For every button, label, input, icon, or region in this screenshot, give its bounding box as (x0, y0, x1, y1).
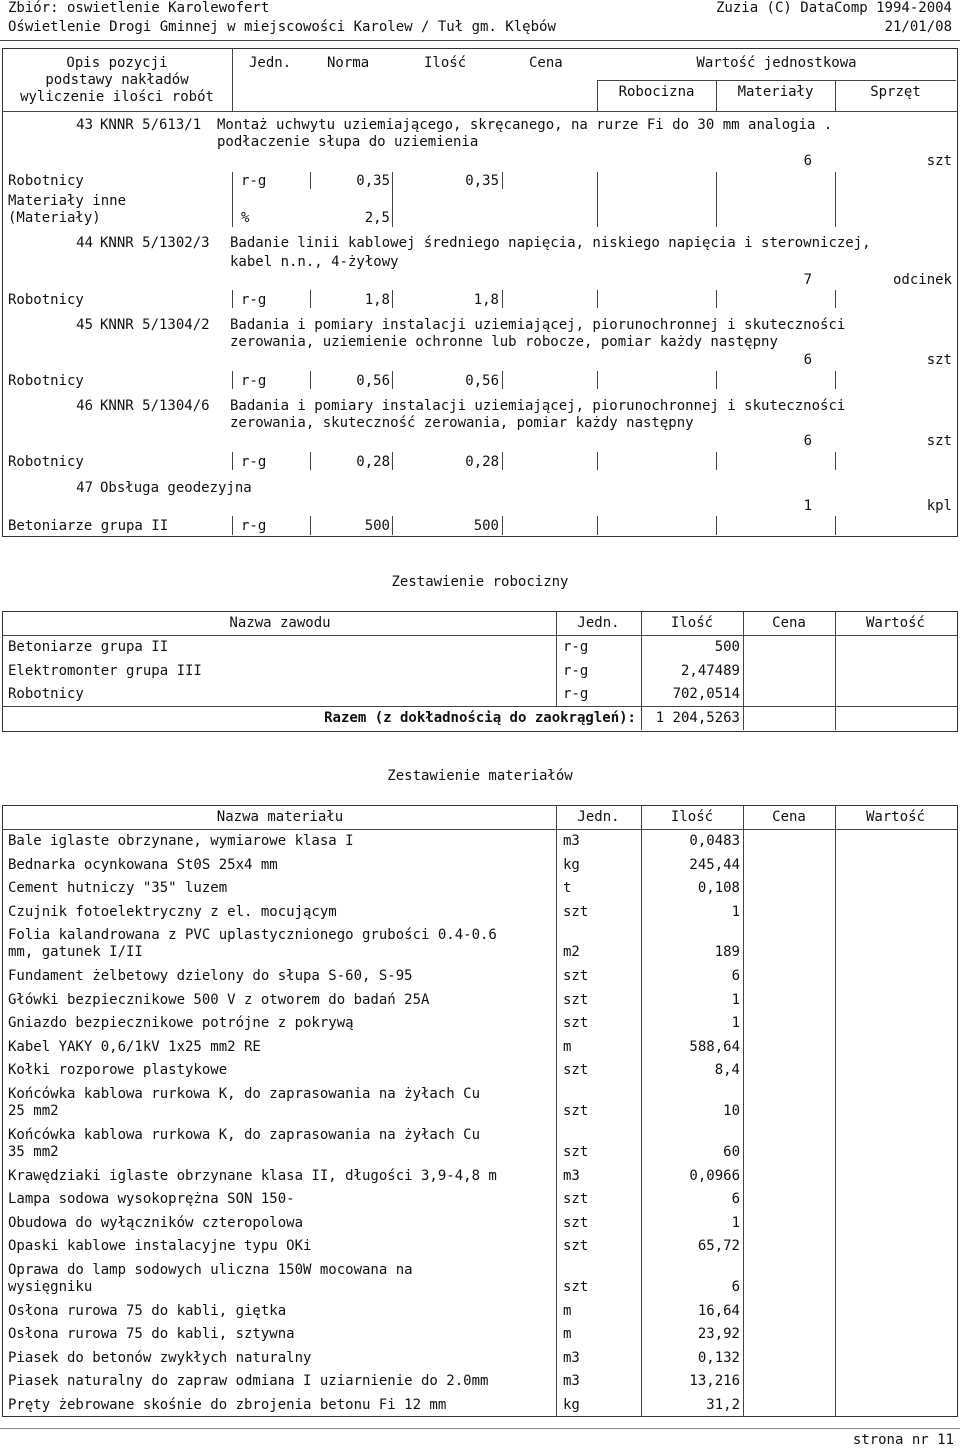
page-number: strona nr 11 (852, 1432, 954, 1448)
material-unit: szt (563, 1015, 589, 1031)
header-project: Oświetlenie Drogi Gminnej w miejscowości Karolew / Tuł gm. Klębów (8, 19, 556, 35)
material-name: Osłona rurowa 75 do kabli, sztywna (8, 1326, 295, 1342)
position-quantity: 6 (803, 433, 812, 449)
position-description-cont: podłaczenie słupa do uziemienia (217, 134, 479, 150)
material-name: Folia kalandrowana z PVC uplastycznionego grubości 0.4-0.6 (8, 927, 497, 943)
material-name: Pręty żebrowane skośnie do zbrojenia betonu Fi 12 mm (8, 1396, 447, 1413)
position-number: 45 (76, 317, 93, 333)
labor-unit: r-g (563, 639, 589, 655)
material-quantity: 6 (731, 968, 740, 984)
position-description: Montaż uchwytu uziemiającego, skręcanego, na rurze Fi do 30 mm analogia . (217, 117, 833, 133)
material-name-cont: 35 mm2 (8, 1143, 59, 1160)
material-quantity: 1 (731, 1015, 740, 1031)
material-unit: szt (563, 1191, 589, 1207)
material-unit: m3 (563, 1373, 580, 1389)
material-quantity: 31,2 (706, 1396, 740, 1413)
materials-head-unit: Jedn. (577, 809, 620, 825)
material-quantity: 0,0483 (689, 833, 740, 849)
position-quantity: 1 (803, 498, 812, 514)
material-name: Cement hutniczy "35" luzem (8, 880, 228, 896)
material-unit: m (563, 1326, 572, 1342)
position-quantity: 7 (803, 272, 812, 288)
material-unit: szt (563, 1278, 589, 1295)
position-unit: kpl (926, 498, 952, 514)
head-sprzet: Sprzęt (870, 84, 921, 100)
labor-unit: r-g (563, 663, 589, 679)
material-unit: szt (563, 1102, 589, 1119)
material-quantity: 189 (714, 944, 740, 960)
head-materialy: Materiały (737, 84, 814, 100)
head-norma: Norma (327, 55, 370, 71)
resource-quantity: 500 (473, 518, 499, 534)
material-quantity: 0,0966 (689, 1167, 740, 1184)
material-name: Kołki rozporowe plastykowe (8, 1062, 228, 1078)
resource-name: Robotnicy (8, 173, 84, 189)
material-quantity: 1 (731, 1214, 740, 1231)
resource-norm: 0,56 (356, 373, 390, 389)
material-unit: kg (563, 856, 580, 873)
labor-head-unit: Jedn. (577, 615, 620, 631)
labor-quantity: 702,0514 (672, 686, 740, 702)
material-name: Kabel YAKY 0,6/1kV 1x25 mm2 RE (8, 1038, 261, 1055)
head-cena: Cena (529, 55, 563, 71)
material-name: Bale iglaste obrzynane, wymiarowe klasa I (8, 833, 354, 849)
material-unit: szt (563, 1214, 589, 1231)
material-unit: m3 (563, 1167, 580, 1184)
materials-head-price: Cena (772, 809, 806, 825)
material-name-cont: mm, gatunek I/II (8, 944, 143, 960)
position-number: 44 (76, 235, 93, 251)
labor-unit: r-g (563, 686, 589, 702)
material-quantity: 23,92 (697, 1326, 740, 1342)
material-unit: szt (563, 1238, 589, 1254)
material-unit: m3 (563, 833, 580, 849)
position-description: Badanie linii kablowej średniego napięcia, niskiego napięcia i sterowniczej, (230, 235, 871, 251)
head-ilosc: Ilość (424, 55, 467, 71)
position-description: Obsługa geodezyjna (100, 480, 252, 496)
material-unit: m2 (563, 944, 580, 960)
material-quantity: 65,72 (697, 1238, 740, 1254)
cost-table-head-divider (2, 111, 958, 112)
position-description-cont: kabel n.n., 4-żyłowy (230, 254, 399, 270)
resource-norm: 1,8 (364, 292, 390, 308)
position-code: KNNR 5/613/1 (100, 117, 202, 133)
labor-summary-title: Zestawienie robocizny (391, 574, 569, 590)
material-name: Piasek naturalny do zapraw odmiana I uziarnienie do 2.0mm (8, 1373, 489, 1389)
head-opis-1: Opis pozycji (66, 55, 168, 71)
resource-quantity: 0,35 (465, 173, 499, 189)
materials-head-value: Wartość (865, 809, 925, 825)
position-unit: odcinek (892, 272, 952, 288)
labor-head-name: Nazwa zawodu (229, 615, 331, 631)
resource-norm: 500 (364, 518, 390, 534)
labor-head-value: Wartość (865, 615, 925, 631)
material-name: Lampa sodowa wysokoprężna SON 150- (8, 1191, 295, 1207)
material-name: Krawędziaki iglaste obrzynane klasa II, długości 3,9-4,8 m (8, 1167, 497, 1184)
position-number: 47 (76, 480, 93, 496)
labor-head-quantity: Ilość (670, 615, 714, 631)
material-unit: m3 (563, 1349, 580, 1366)
position-number: 43 (76, 117, 93, 133)
resource-name: Robotnicy (8, 373, 84, 389)
material-quantity: 10 (723, 1102, 740, 1119)
materials-head-name: Nazwa materiału (216, 809, 344, 825)
material-quantity: 16,64 (697, 1302, 740, 1319)
material-name: Gniazdo bezpiecznikowe potrójne z pokrywą (8, 1015, 354, 1031)
material-name: Czujnik fotoelektryczny z el. mocującym (8, 903, 337, 920)
position-unit: szt (926, 352, 952, 368)
material-quantity: 0,132 (697, 1349, 740, 1366)
resource-norm: 2,5 (364, 210, 390, 226)
material-quantity: 1 (731, 991, 740, 1008)
position-description-cont: zerowania, skuteczność zerowania, pomiar każdy następny (230, 415, 694, 431)
material-name: Końcówka kablowa rurkowa K, do zaprasowania na żyłach Cu (8, 1126, 481, 1143)
material-name-cont: 25 mm2 (8, 1102, 59, 1119)
resource-unit: r-g (241, 173, 267, 189)
position-unit: szt (926, 153, 952, 169)
material-quantity: 13,216 (689, 1373, 740, 1389)
material-name: Bednarka ocynkowana St0S 25x4 mm (8, 856, 278, 873)
labor-quantity: 2,47489 (680, 663, 740, 679)
material-quantity: 245,44 (689, 856, 740, 873)
material-name-cont: wysięgniku (8, 1278, 93, 1295)
head-opis-3: wyliczenie ilości robót (20, 89, 214, 105)
labor-head-price: Cena (772, 615, 806, 631)
resource-name: Betoniarze grupa II (8, 518, 169, 534)
unit-value-subhead-divider (597, 80, 956, 81)
material-quantity: 6 (731, 1278, 740, 1295)
resource-unit: r-g (241, 518, 267, 534)
labor-total-value: 1 204,5263 (655, 710, 740, 726)
material-name: Końcówka kablowa rurkowa K, do zaprasowania na żyłach Cu (8, 1085, 481, 1102)
position-unit: szt (926, 433, 952, 449)
position-quantity: 6 (803, 352, 812, 368)
head-robocizna: Robocizna (618, 84, 695, 100)
header-date: 21/01/08 (884, 19, 952, 35)
resource-quantity: 0,28 (465, 454, 499, 470)
material-unit: m (563, 1038, 572, 1055)
position-quantity: 6 (803, 153, 812, 169)
material-unit: szt (563, 991, 589, 1008)
resource-name: Robotnicy (8, 454, 84, 470)
material-unit: kg (563, 1396, 580, 1413)
header-software: Zuzia (C) DataComp 1994-2004 (715, 0, 952, 16)
material-quantity: 8,4 (714, 1062, 740, 1078)
resource-unit: % (241, 210, 250, 226)
head-jedn: Jedn. (249, 55, 292, 71)
head-opis-2: podstawy nakładów (45, 72, 189, 88)
materials-head-quantity: Ilość (670, 809, 714, 825)
resource-unit: r-g (241, 373, 267, 389)
material-unit: szt (563, 1062, 589, 1078)
material-name: Obudowa do wyłączników czteropolowa (8, 1214, 304, 1231)
position-description-cont: zerowania, uziemienie ochronne lub robocze, pomiar każdy następny (230, 334, 778, 350)
resource-name: Robotnicy (8, 292, 84, 308)
labor-name: Robotnicy (8, 686, 84, 702)
material-quantity: 588,64 (689, 1038, 740, 1055)
material-quantity: 0,108 (697, 880, 740, 896)
material-name: Oprawa do lamp sodowych uliczna 150W mocowana na (8, 1261, 413, 1278)
resource-norm: 0,28 (356, 454, 390, 470)
resource-quantity: 1,8 (473, 292, 499, 308)
position-description: Badania i pomiary instalacji uziemiającej, piorunochronnej i skuteczności (230, 398, 846, 414)
material-quantity: 60 (723, 1143, 740, 1160)
header-collection: Zbiór: oswietlenie Karolewofert (8, 0, 270, 16)
head-wartosc: Wartość jednostkowa (696, 55, 857, 71)
material-name: Osłona rurowa 75 do kabli, giętka (8, 1302, 287, 1319)
material-name: Opaski kablowe instalacyjne typu OKi (8, 1238, 312, 1254)
position-code: KNNR 5/1304/2 (100, 317, 210, 333)
materials-summary-title: Zestawienie materiałów (387, 768, 573, 784)
position-number: 46 (76, 398, 93, 414)
labor-total-label: Razem (z dokładnością do zaokrągleń): (324, 710, 636, 726)
material-quantity: 1 (731, 903, 740, 920)
resource-quantity: 0,56 (465, 373, 499, 389)
resource-norm: 0,35 (356, 173, 390, 189)
labor-name: Elektromonter grupa III (8, 663, 202, 679)
material-name: Fundament żelbetowy dzielony do słupa S-60, S-95 (8, 968, 413, 984)
footer-divider (0, 1428, 960, 1429)
material-unit: szt (563, 903, 589, 920)
material-unit: t (563, 880, 572, 896)
position-code: KNNR 5/1304/6 (100, 398, 210, 414)
resource-name-cont: (Materiały) (8, 210, 101, 226)
material-unit: szt (563, 1143, 589, 1160)
material-unit: szt (563, 968, 589, 984)
position-description: Badania i pomiary instalacji uziemiającej, piorunochronnej i skuteczności (230, 317, 846, 333)
material-name: Piasek do betonów zwykłych naturalny (8, 1349, 312, 1366)
labor-quantity: 500 (714, 639, 740, 655)
resource-name: Materiały inne (8, 193, 127, 209)
material-unit: m (563, 1302, 572, 1319)
resource-unit: r-g (241, 454, 267, 470)
material-name: Główki bezpiecznikowe 500 V z otworem do badań 25A (8, 991, 430, 1008)
material-quantity: 6 (731, 1191, 740, 1207)
labor-name: Betoniarze grupa II (8, 639, 169, 655)
header-divider (0, 40, 960, 41)
resource-unit: r-g (241, 292, 267, 308)
position-code: KNNR 5/1302/3 (100, 235, 210, 251)
